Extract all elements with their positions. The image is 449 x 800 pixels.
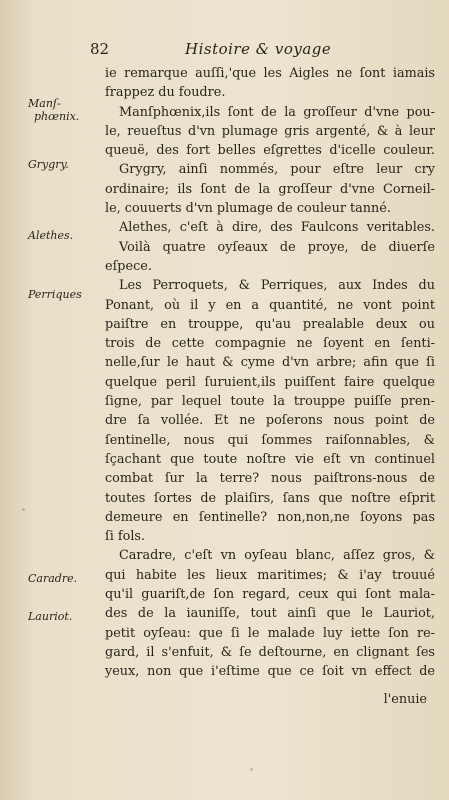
text-line: Voilà quatre oyſeaux de proye, de diuerſe	[119, 239, 435, 255]
text-line: ſentinelle, nous qui ſommes raiſonnables, &	[105, 432, 435, 448]
text-line: toutes ſortes de plaiſirs, ſans que noſtre eſprit	[105, 490, 435, 506]
catchword: l'enuie	[383, 692, 427, 707]
margin-note-mansphoenix: Manſ- phœnix.	[28, 97, 80, 123]
text-line: gard, il s'enfuit, & ſe deſtourne, en clignant ſes	[105, 644, 435, 660]
text-line: Ponant, où il y en a quantité, ne vont point	[105, 297, 435, 313]
text-line: dre ſa vollée. Et ne poſerons nous point de	[105, 413, 435, 429]
margin-note-grygry: Grygry.	[28, 158, 69, 171]
text-line: frappez du foudre.	[105, 85, 226, 101]
text-line: des de la iauniſſe, tout ainſi que le Lauriot,	[105, 606, 435, 622]
paper-spot	[22, 508, 25, 511]
text-line: Caradre, c'eſt vn oyſeau blanc, aſſez gros, &	[119, 548, 435, 564]
text-line: Grygry, ainſi nommés, pour eſtre leur cry	[119, 162, 435, 178]
page-header	[90, 40, 420, 62]
text-line: ie remarque auſſi,'que les Aigles ne ſont iamais	[105, 66, 435, 81]
text-line: demeure en ſentinelle? non,non,ne ſoyons pas	[105, 509, 435, 525]
margin-note-caradre: Caradre.	[28, 572, 78, 585]
text-line: qu'il guariſt,de ſon regard, ceux qui ſont mala-	[105, 587, 435, 603]
text-line: ſçachant que toute noſtre vie eſt vn continuel	[105, 451, 435, 467]
text-line: Alethes, c'eſt à dire, des Faulcons veritables.	[119, 220, 435, 236]
body-text	[105, 64, 435, 682]
text-line: qui habite les lieux maritimes; & i'ay trouué	[105, 567, 435, 583]
text-line: ordinaire; ils ſont de la groſſeur d'vne Corneil-	[105, 181, 435, 197]
margin-note-perriques: Perriques	[28, 288, 82, 301]
text-line: petit oyſeau: que ſi le malade luy iette ſon re-	[105, 625, 435, 641]
text-line: nelle,ſur le haut & cyme d'vn arbre; afin que ſi	[105, 355, 435, 371]
text-line: ſi fols.	[105, 529, 146, 545]
text-line: trois de cette compagnie ne ſoyent en ſenti-	[105, 336, 435, 352]
text-line: eſpece.	[105, 258, 152, 274]
text-line: queuë, des fort belles eſgrettes d'icelle couleur.	[105, 143, 435, 159]
page-number: 82	[90, 40, 110, 58]
text-line: Manſphœnix,ils ſont de la groſſeur d'vne pou-	[119, 104, 435, 120]
margin-note-lauriot: Lauriot.	[28, 610, 73, 623]
text-line: combat ſur la terre? nous paiſtrons-nous de	[105, 471, 435, 487]
paper-spot	[250, 768, 253, 771]
text-line: le, reueſtus d'vn plumage gris argenté, & à leur	[105, 123, 435, 139]
text-line: Les Perroquets, & Perriques, aux Indes du	[119, 278, 435, 294]
running-title: Histoire & voyage	[185, 40, 332, 58]
text-line: paiſtre en trouppe, qu'au prealable deux ou	[105, 316, 435, 332]
text-line: yeux, non que i'eſtime que ce ſoit vn effect de	[105, 664, 435, 680]
text-line: quelque peril ſuruient,ils puiſſent faire quelque	[105, 374, 435, 390]
margin-note-alethes: Alethes.	[28, 229, 74, 242]
text-line: ſigne, par lequel toute la trouppe puiſſe pren-	[105, 394, 435, 410]
text-line: le, couuerts d'vn plumage de couleur tanné.	[105, 201, 391, 217]
